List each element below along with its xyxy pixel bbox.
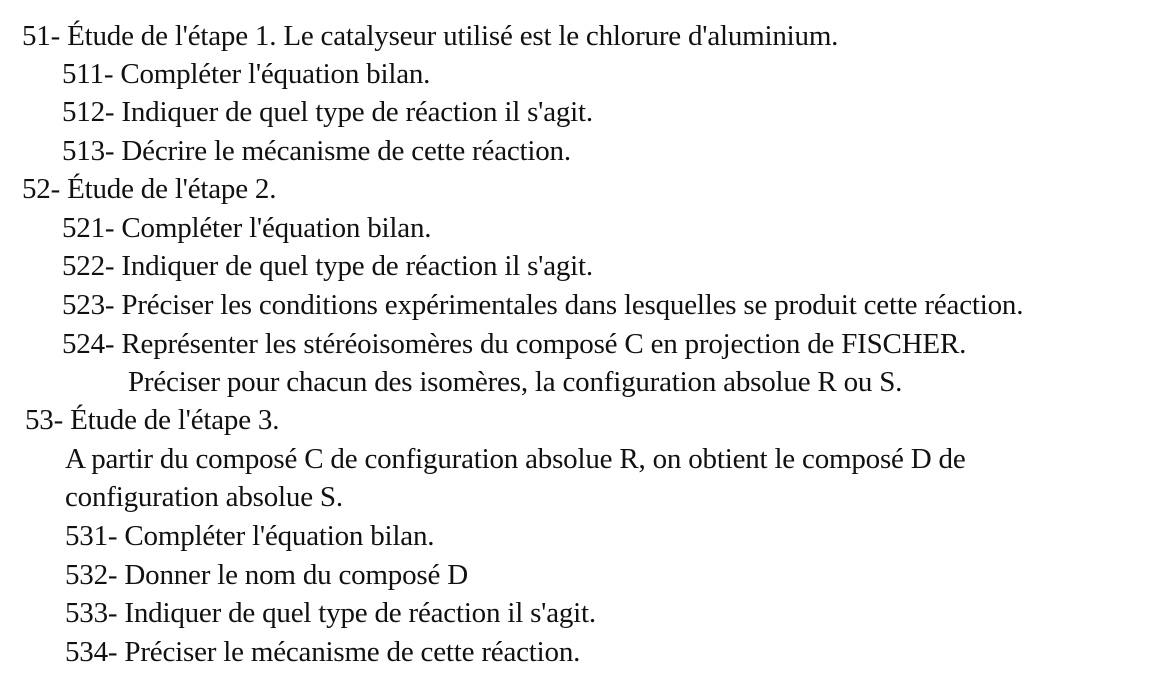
question-533: 533- Indiquer de quel type de réaction il s'agit. (65, 597, 596, 629)
question-51: 51- Étude de l'étape 1. Le catalyseur utilisé est le chlorure d'aluminium. (22, 20, 839, 52)
paragraph-53-line-1: A partir du composé C de configuration absolue R, on obtient le composé D de (65, 443, 966, 475)
question-53: 53- Étude de l'étape 3. (25, 404, 280, 436)
question-534: 534- Préciser le mécanisme de cette réaction. (65, 636, 581, 668)
question-513: 513- Décrire le mécanisme de cette réaction. (62, 135, 571, 167)
question-531: 531- Compléter l'équation bilan. (65, 520, 435, 552)
question-532: 532- Donner le nom du composé D (65, 559, 468, 591)
question-512: 512- Indiquer de quel type de réaction il s'agit. (62, 96, 593, 128)
question-524: 524- Représenter les stéréoisomères du composé C en projection de FISCHER. (62, 328, 967, 360)
question-511: 511- Compléter l'équation bilan. (62, 58, 431, 90)
question-523: 523- Préciser les conditions expérimentales dans lesquelles se produit cette réaction. (62, 289, 1024, 321)
question-52: 52- Étude de l'étape 2. (22, 173, 277, 205)
question-521: 521- Compléter l'équation bilan. (62, 212, 432, 244)
question-522: 522- Indiquer de quel type de réaction il s'agit. (62, 250, 593, 282)
paragraph-53-line-2: configuration absolue S. (65, 481, 343, 513)
question-524-continuation: Préciser pour chacun des isomères, la configuration absolue R ou S. (128, 366, 903, 398)
